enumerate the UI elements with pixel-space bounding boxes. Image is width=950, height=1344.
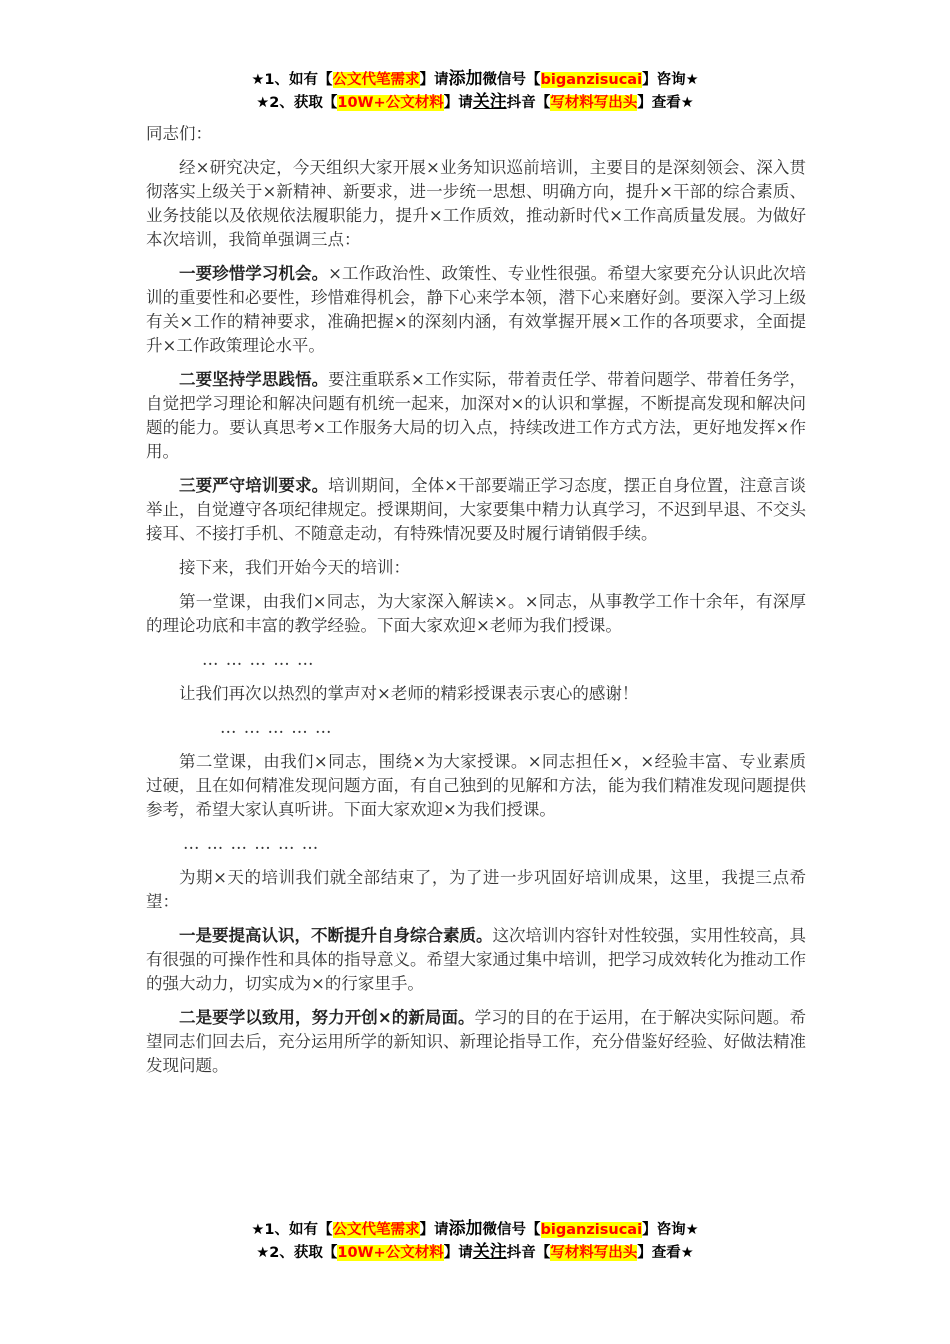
banner-text: 】请 — [443, 1245, 473, 1261]
banner-text: 微信号【 — [482, 1222, 541, 1238]
banner-text: 】请 — [419, 72, 449, 88]
hope-2-text: 学习的目的在于运用，在于解决实际问题。希望同志们回去后，充分运用所学的新知识、新理论指导工作，充分借鉴好经验、好做法精准发现问题。 — [146, 1008, 806, 1075]
banner-emphasis: 关注 — [472, 92, 507, 112]
intro-paragraph: 经×研究决定，今天组织大家开展×业务知识巡前培训，主要目的是深刻领会、深入贯彻落实上级关于×新精神、新要求，进一步统一思想、明确方向，提升×干部的综合素质、业务技能以及依规依法履职能力，提升×工作质效，推动新时代×工作高质量发展。为做好本次培训，我简单强调三点： — [146, 158, 806, 249]
banner-text: 】请 — [443, 95, 473, 111]
banner-highlight: 公文代笔需求 — [332, 72, 420, 88]
ellipsis-1: … … … … … — [202, 650, 315, 669]
point-2-heading: 二要坚持学思践悟。 — [179, 370, 329, 389]
banner-highlight: biganzisucai — [540, 1222, 643, 1238]
point-2-paragraph — [146, 368, 806, 464]
banner-line-2 — [0, 91, 950, 114]
point-1-paragraph — [146, 262, 806, 358]
hope-2-paragraph — [146, 1006, 806, 1078]
top-banner — [0, 68, 950, 114]
banner-line-2 — [0, 1241, 950, 1264]
point-3-heading: 三要严守培训要求。 — [179, 476, 329, 495]
banner-text: 抖音【 — [506, 95, 551, 111]
document-body — [146, 122, 806, 1088]
banner-highlight: 10W+公文材料 — [337, 1245, 444, 1261]
banner-emphasis: 添加 — [448, 69, 483, 89]
lesson-2-paragraph: 第二堂课，由我们×同志，围绕×为大家授课。×同志担任×，×经验丰富、专业素质过硬，且在如何精准发现问题方面，有自己独到的见解和方法，能为我们精准发现问题提供参考，希望大家认真听讲。下面大家欢迎×为我们授课。 — [146, 752, 806, 819]
closing-paragraph: 为期×天的培训我们就全部结束了，为了进一步巩固好培训成果，这里，我提三点希望： — [146, 868, 806, 911]
banner-highlight: 公文代笔需求 — [332, 1222, 420, 1238]
hope-1-text: 这次培训内容针对性较强，实用性较高，具有很强的可操作性和具体的指导意义。希望大家通过集中培训，把学习成效转化为推动工作的强大动力，切实成为×的行家里手。 — [146, 926, 806, 993]
point-1-text: ×工作政治性、政策性、专业性很强。希望大家要充分认识此次培训的重要性和必要性，珍惜难得机会，静下心来学本领，潜下心来磨好剑。要深入学习上级有关×工作的精神要求，准确把握×的深刻内涵，有效掌握开展×工作的各项要求，全面提升×工作政策理论水平。 — [146, 264, 807, 355]
hope-1-paragraph — [146, 924, 806, 996]
transition-paragraph: 接下来，我们开始今天的培训： — [179, 558, 410, 577]
banner-highlight: 写材料写出头 — [550, 1245, 638, 1261]
banner-text: ★1、如有【 — [251, 1222, 333, 1238]
hope-1-heading: 一是要提高认识，不断提升自身综合素质。 — [179, 926, 493, 945]
banner-text: 抖音【 — [506, 1245, 551, 1261]
salutation: 同志们： — [146, 124, 212, 143]
banner-highlight: 10W+公文材料 — [337, 95, 444, 111]
banner-text: ★1、如有【 — [251, 72, 333, 88]
banner-text: 】查看★ — [637, 95, 694, 111]
banner-text: 】查看★ — [637, 1245, 694, 1261]
banner-text: ★2、获取【 — [256, 1245, 338, 1261]
point-2-text: 要注重联系×工作实际，带着责任学、带着问题学、带着任务学，自觉把学习理论和解决问题有机统一起来，加深对×的认识和掌握，不断提高发现和解决问题的能力。要认真思考×工作服务大局的切入点，持续改进工作方式方法，更好地发挥×作用。 — [146, 370, 807, 461]
banner-text: ★2、获取【 — [256, 95, 338, 111]
banner-emphasis: 添加 — [448, 1219, 483, 1239]
banner-highlight: 写材料写出头 — [550, 95, 638, 111]
bottom-banner — [0, 1218, 950, 1264]
banner-line-1 — [0, 1218, 950, 1241]
banner-emphasis: 关注 — [472, 1242, 507, 1262]
banner-text: 】咨询★ — [642, 1222, 699, 1238]
thanks-paragraph: 让我们再次以热烈的掌声对×老师的精彩授课表示衷心的感谢！ — [179, 684, 639, 703]
point-3-paragraph — [146, 474, 806, 546]
hope-2-heading: 二是要学以致用，努力开创×的新局面。 — [179, 1008, 475, 1027]
point-3-text: 培训期间，全体×干部要端正学习态度，摆正自身位置，注意言谈举止，自觉遵守各项纪律规定。授课期间，大家要集中精力认真学习，不迟到早退、不交头接耳、不接打手机、不随意走动，有特殊情况要及时履行请销假手续。 — [146, 476, 807, 543]
banner-text: 】咨询★ — [642, 72, 699, 88]
banner-text: 微信号【 — [482, 72, 541, 88]
ellipsis-2: … … … … … — [220, 718, 333, 737]
banner-highlight: biganzisucai — [540, 72, 643, 88]
banner-line-1 — [0, 68, 950, 91]
lesson-1-paragraph: 第一堂课，由我们×同志，为大家深入解读×。×同志，从事教学工作十余年，有深厚的理论功底和丰富的教学经验。下面大家欢迎×老师为我们授课。 — [146, 592, 806, 635]
banner-text: 】请 — [419, 1222, 449, 1238]
point-1-heading: 一要珍惜学习机会。 — [179, 264, 329, 283]
ellipsis-3: … … … … … … — [183, 834, 320, 853]
